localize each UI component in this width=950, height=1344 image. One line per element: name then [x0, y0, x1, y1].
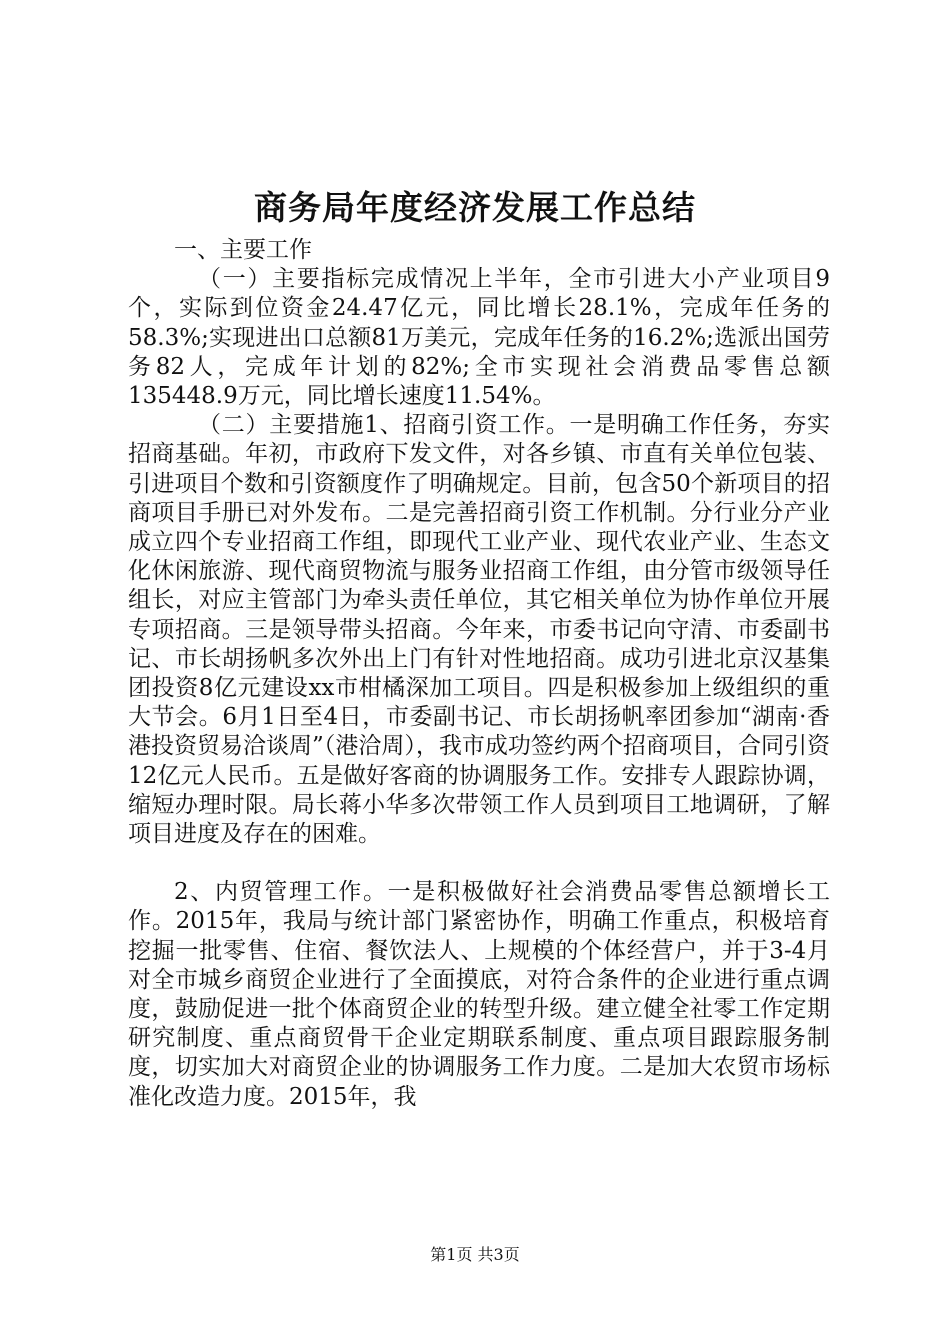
paragraph-main-measures: （二）主要措施1、招商引资工作。一是明确工作任务，夯实招商基础。年初，市政府下发文件，对各乡镇、市直有关单位包装、引进项目个数和引资额度作了明确规定。目前，包含50个新项目的招商项目手册已对外发布。二是完善招商引资工作机制。分行业分产业成立四个专业招商工作组，即现代工业产业、现代农业产业、生态文化休闲旅游、现代商贸物流与服务业招商工作组，由分管市级领导任组长，对应主管部门为牵头责任单位，其它相关单位为协作单位开展专项招商。三是领导带头招商。今年来，市委书记向守清、市委副书记、市长胡扬帆多次外出上门有针对性地招商。成功引进北京汉基集团投资8亿元建设xx市柑橘深加工项目。四是积极参加上级组织的重大节会。6月1日至4日，市委副书记、市长胡扬帆率团参加“湖南·香港投资贸易洽谈周”（港洽周），我市成功签约两个招商项目，合同引资12亿元人民币。五是做好客商的协调服务工作。安排专人跟踪协调，缩短办理时限。局长蒋小华多次带领工作人员到项目工地调研，了解项目进度及存在的困难。 [128, 412, 830, 848]
document-title: 商务局年度经济发展工作总结 [254, 188, 696, 227]
section-heading: 一、主要工作 [174, 237, 312, 263]
page-footer: 第1页 共3页 [430, 1245, 520, 1264]
paragraph-spacer [128, 849, 830, 878]
document-body [128, 236, 830, 1112]
paragraph-main-indicators: （一）主要指标完成情况上半年，全市引进大小产业项目9个，实际到位资金24.47亿元，同比增长28.1%，完成年任务的58.3%;实现进出口总额81万美元，完成年任务的16.2%;选派出国劳务82人，完成年计划的82%;全市实现社会消费品零售总额135448.9万元，同比增长速度11.54%。 [128, 266, 830, 410]
paragraph-domestic-trade: 2、内贸管理工作。一是积极做好社会消费品零售总额增长工作。2015年，我局与统计部门紧密协作，明确工作重点，积极培育挖掘一批零售、住宿、餐饮法人、上规模的个体经营户，并于3-4月对全市城乡商贸企业进行了全面摸底，对符合条件的企业进行重点调度，鼓励促进一批个体商贸企业的转型升级。建立健全社零工作定期研究制度、重点商贸骨干企业定期联系制度、重点项目跟踪服务制度，切实加大对商贸企业的协调服务工作力度。二是加大农贸市场标准化改造力度。2015年，我 [128, 879, 830, 1110]
